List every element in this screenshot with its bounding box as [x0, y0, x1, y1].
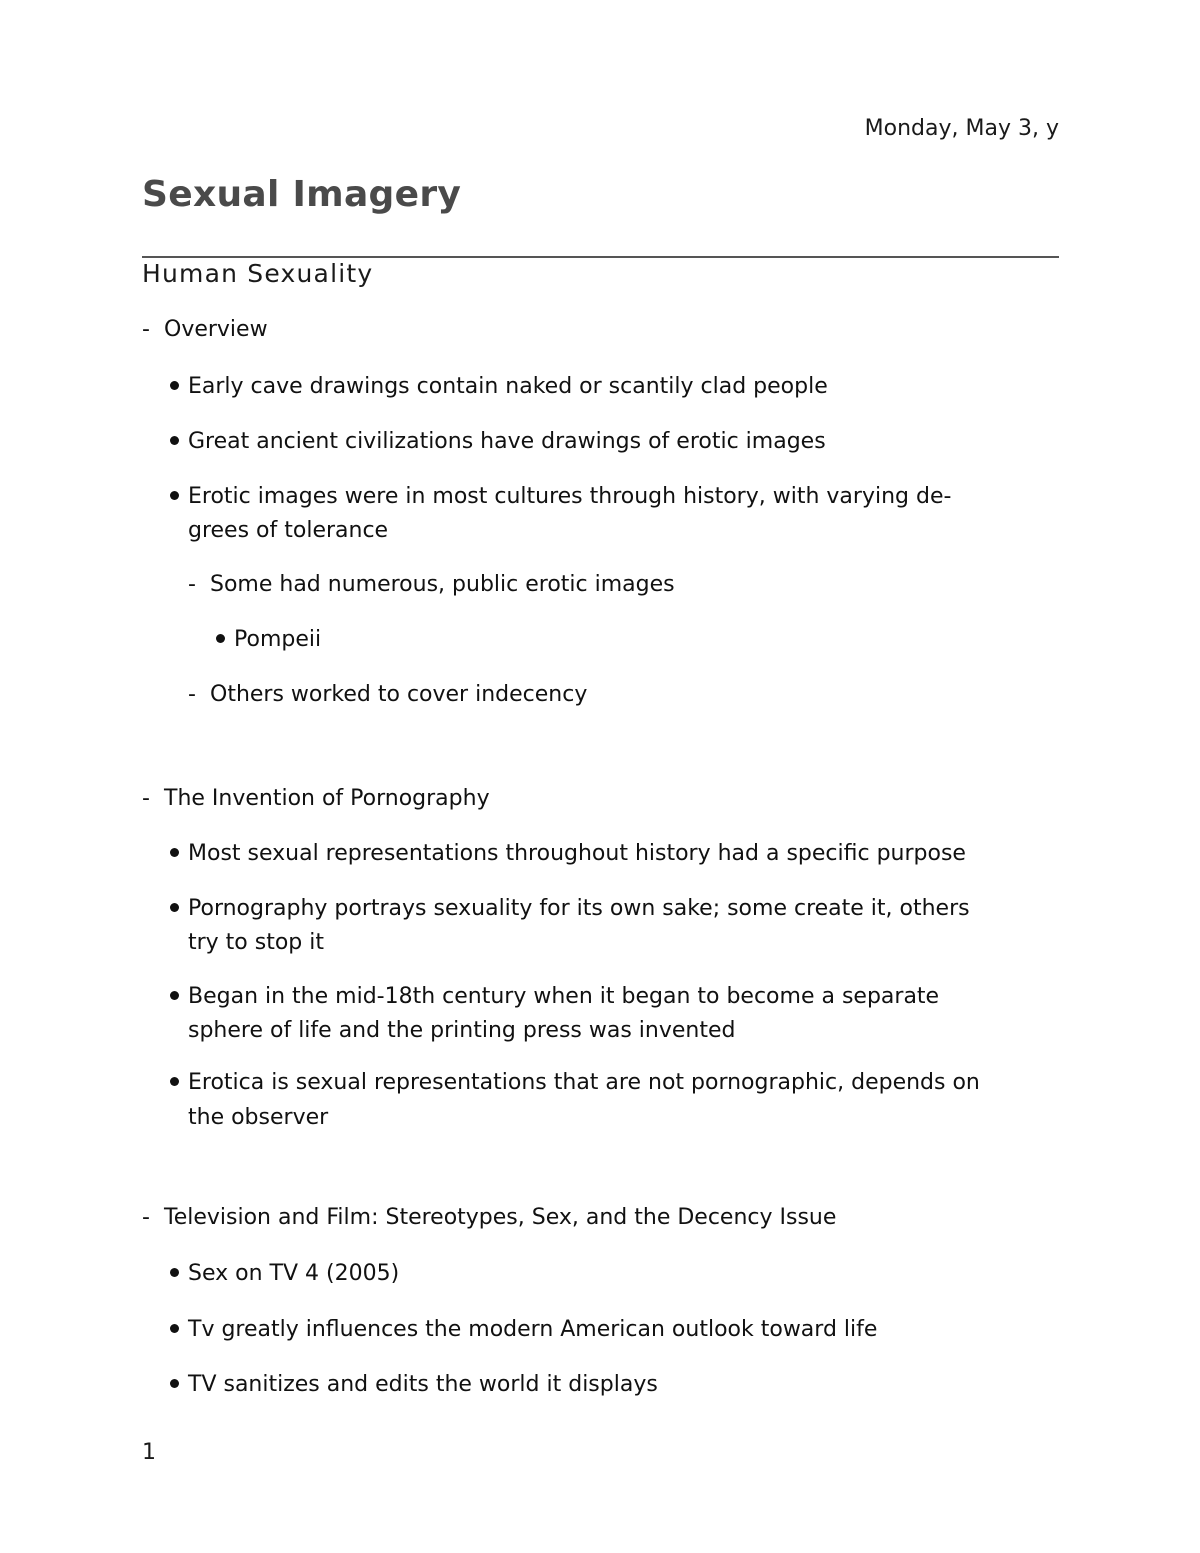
list-item-text: Most sexual representations throughout history had a specific purpose [188, 841, 966, 866]
page-title: Sexual Imagery [142, 174, 462, 215]
list-item [170, 1257, 399, 1291]
list-item [170, 370, 828, 404]
list-item-text: Some had numerous, public erotic images [210, 572, 675, 597]
bullet-icon [170, 436, 179, 445]
list-item-text: Great ancient civilizations have drawings of erotic images [188, 429, 826, 454]
list-item [188, 678, 587, 712]
list-item [170, 837, 966, 871]
section-heading: Human Sexuality [142, 259, 374, 288]
list-item [170, 425, 826, 459]
list-item-continuation: try to stop it [188, 930, 325, 955]
list-item-text: Began in the mid-18th century when it began to become a separate [188, 984, 940, 1009]
bullet-icon [170, 1268, 179, 1277]
list-item-continuation: sphere of life and the printing press was invented [188, 1018, 736, 1043]
bullet-icon [170, 903, 179, 912]
list-item-text: Tv greatly influences the modern American outlook toward life [188, 1317, 878, 1342]
list-item-text: Television and Film: Stereotypes, Sex, and the Decency Issue [164, 1205, 837, 1230]
list-item [170, 980, 939, 1014]
bullet-icon [170, 848, 179, 857]
list-item-text: The Invention of Pornography [164, 786, 490, 811]
list-item-invention [142, 782, 490, 816]
page-number: 1 [142, 1440, 156, 1465]
bullet-icon [170, 491, 179, 500]
list-item-continuation: the observer [188, 1105, 329, 1130]
list-item [170, 480, 951, 514]
dash-marker: - [142, 786, 150, 811]
list-item-text: Erotic images were in most cultures through history, with varying de- [188, 484, 952, 509]
list-item-overview [142, 313, 268, 347]
bullet-icon [216, 634, 225, 643]
list-item-text: Pornography portrays sexuality for its own sake; some create it, others [188, 896, 970, 921]
list-item [188, 568, 675, 602]
dash-marker: - [188, 572, 196, 597]
list-item-text: Others worked to cover indecency [210, 682, 588, 707]
list-item [170, 892, 970, 926]
dash-marker: - [188, 682, 196, 707]
list-item [216, 623, 321, 657]
list-item [170, 1066, 980, 1100]
bullet-icon [170, 1324, 179, 1333]
list-item-continuation: grees of tolerance [188, 518, 389, 543]
title-divider [142, 256, 1059, 258]
dash-marker: - [142, 317, 150, 342]
list-item-text: Erotica is sexual representations that are not pornographic, depends on [188, 1070, 980, 1095]
list-item-text: TV sanitizes and edits the world it displays [188, 1372, 658, 1397]
bullet-icon [170, 991, 179, 1000]
header-date: Monday, May 3, y [864, 116, 1059, 141]
dash-marker: - [142, 1205, 150, 1230]
list-item [170, 1368, 658, 1402]
bullet-icon [170, 381, 179, 390]
list-item-text: Overview [164, 317, 268, 342]
list-item-text: Sex on TV 4 (2005) [188, 1261, 400, 1286]
list-item-tv [142, 1201, 836, 1235]
bullet-icon [170, 1379, 179, 1388]
list-item-text: Pompeii [234, 627, 322, 652]
list-item [170, 1313, 877, 1347]
list-item-text: Early cave drawings contain naked or scantily clad people [188, 374, 828, 399]
bullet-icon [170, 1077, 179, 1086]
